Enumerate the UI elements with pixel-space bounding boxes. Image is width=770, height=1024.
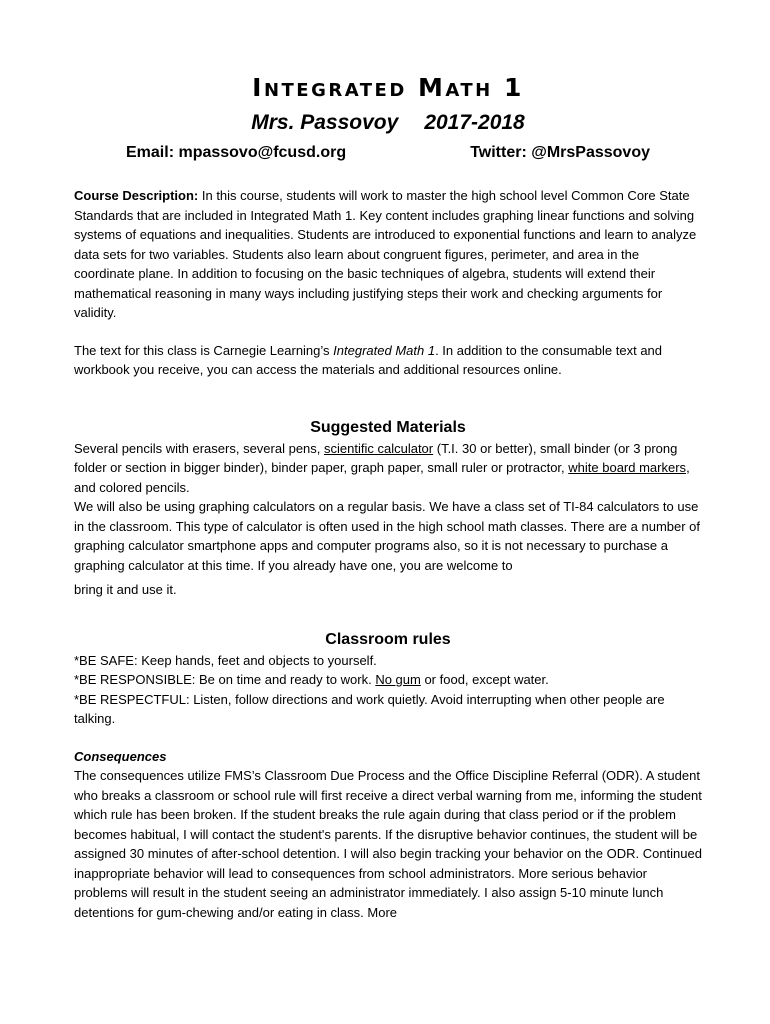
rules-heading: Classroom rules	[325, 630, 451, 648]
syllabus-page	[74, 72, 702, 922]
teacher-email: Email: mpassovo@fcusd.org	[126, 144, 347, 161]
materials-heading: Suggested Materials	[310, 418, 466, 436]
teacher-year-line	[74, 110, 702, 136]
rule-no-gum: No gum	[375, 672, 421, 687]
teacher-twitter: Twitter: @MrsPassovoy	[470, 144, 650, 161]
rule-be-respectful: *BE RESPECTFUL: Listen, follow directions and work quietly. Avoid interrupting when other people are talking.	[74, 691, 665, 726]
textbook-title: Integrated Math 1	[333, 342, 436, 358]
materials-text-c: , and colored pencils.	[74, 460, 690, 495]
course-description-text: In this course, students will work to master the high school level Common Core State Standards that are included in Integrated Math 1. Key content includes graphing linear functions and solving systems of equations and inequalities. Students are introduced to exponential functions and learn to analyze data sets for two variables. Students also learn about congruent figures, perimeter, and area in the coordinate plane. In addition to focusing on the basic techniques of algebra, students will extend their mathematical reasoning in many ways including justifying steps their work and checking arguments for validity.	[74, 188, 697, 320]
course-description-label: Course Description:	[74, 188, 199, 203]
course-description	[74, 186, 702, 323]
rule-be-responsible	[74, 670, 702, 690]
school-year: 2017-2018	[424, 111, 525, 134]
rule-be-safe: *BE SAFE: Keep hands, feet and objects to yourself.	[74, 652, 377, 668]
rule-responsible-text-b: or food, except water.	[420, 672, 549, 687]
materials-text-b: (T.I. 30 or better), small binder (or 3 prong folder or section in bigger binder), binder paper, graph paper, small ruler or protractor,	[74, 440, 678, 475]
scientific-calculator-link[interactable]: scientific calculator	[324, 440, 434, 456]
consequences-text: The consequences utilize FMS’s Classroom Due Process and the Office Discipline Referral (ODR). A student who breaks a classroom or school rule will first receive a direct verbal warning from me, informing the student which rule has been broken. If the student breaks the rule again during that class period or if the problem becomes habitual, I will contact the student's parents. If the disruptive behavior continues, the student will be assigned 30 minutes of after-school detention. I will also begin tracking your behavior on the ODR. Continued inappropriate behavior will lead to consequences from school administrators. More serious behavior problems will result in the student seeing an administrator immediately. I also assign 5-10 minute lunch detentions for gum-chewing and/or eating in class. More	[74, 768, 702, 920]
textbook-text-after: . In addition to the consumable text and workbook you receive, you can access the materials and additional resources online.	[74, 342, 663, 377]
teacher-name: Mrs. Passovoy	[251, 111, 399, 134]
graphing-calculator-last-line: bring it and use it.	[74, 582, 177, 597]
contact-line	[74, 142, 702, 164]
course-title: Integrated Math 1	[252, 73, 524, 102]
materials-list	[74, 439, 702, 498]
graphing-calculator-paragraph: We will also be using graphing calculators on a regular basis. We have a class set of TI-84 calculators to use in the classroom. This type of calculator is often used in the high school math classes. There are a number of graphing calculator smartphone apps and computer programs also, so it is not necessary to purchase a graphing calculator at this time. If you already have one, you are welcome to	[74, 499, 701, 573]
textbook-text-before: The text for this class is Carnegie Learning’s	[74, 342, 334, 358]
textbook-paragraph	[74, 341, 702, 380]
rule-responsible-text-a: *BE RESPONSIBLE: Be on time and ready to work.	[74, 672, 376, 687]
consequences-heading: Consequences	[74, 748, 167, 764]
materials-text-a: Several pencils with erasers, several pens,	[74, 440, 325, 456]
white-board-markers-link[interactable]: white board markers	[568, 460, 687, 475]
